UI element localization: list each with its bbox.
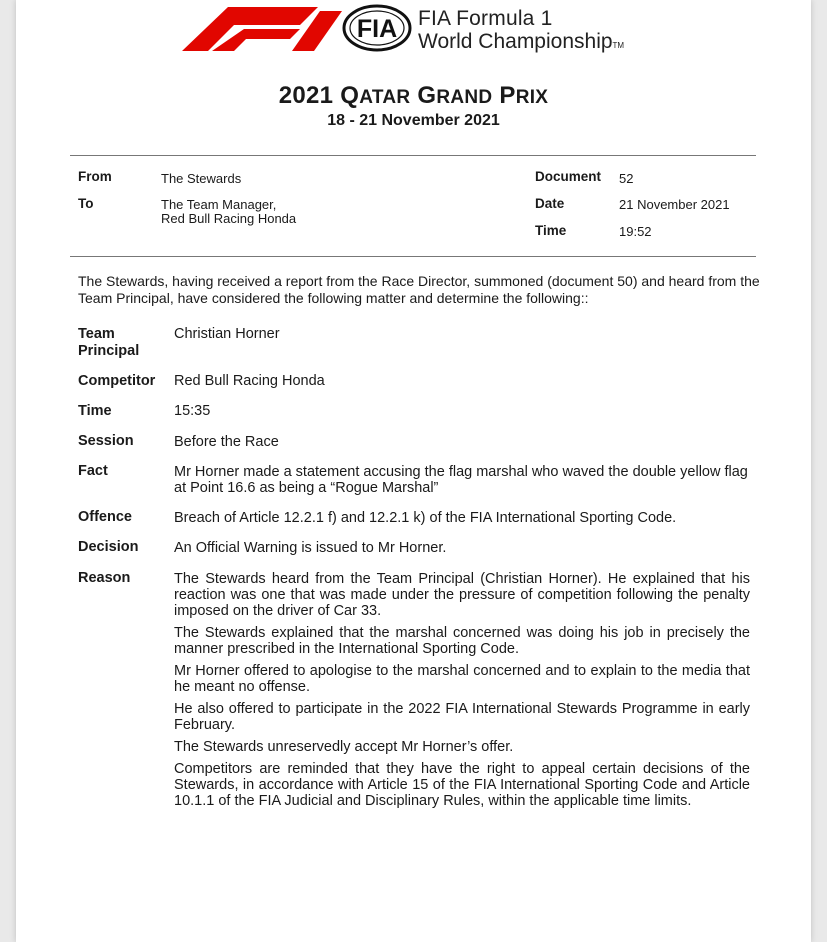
offence-label: Offence	[78, 509, 132, 525]
date-value: 21 November 2021	[619, 197, 730, 212]
decision-label: Decision	[78, 539, 139, 555]
time-row-label: Time	[78, 403, 112, 419]
event-title: 2021 QATAR GRAND PRIX	[278, 82, 549, 109]
intro-paragraph: The Stewards, having received a report from the Race Director, summoned (document 50) and heard from the Team Principal, have considered the following matter and determine the following::	[78, 273, 760, 306]
fia-seal-icon	[342, 4, 412, 52]
logo-line-2: World ChampionshipTM	[418, 30, 625, 53]
event-dates: 18 - 21 November 2021	[327, 112, 500, 129]
team-principal-value: Christian Horner	[174, 326, 280, 342]
reason-paragraph: The Stewards unreservedly accept Mr Horner’s offer.	[174, 739, 514, 755]
competitor-value: Red Bull Racing Honda	[174, 373, 325, 389]
reason-paragraph: Mr Horner offered to apologise to the marshal concerned and to explain to the media that he meant no offense.	[174, 663, 750, 695]
decision-value: An Official Warning is issued to Mr Horner.	[174, 540, 447, 556]
to-value-line-2: Red Bull Racing Honda	[161, 211, 297, 226]
header-top-rule	[70, 155, 756, 156]
to-label: To	[78, 196, 94, 211]
trademark: TM	[612, 41, 625, 50]
document-value: 52	[619, 171, 634, 186]
time-value: 19:52	[619, 224, 652, 239]
fia-f1-logo	[182, 4, 662, 56]
time-label: Time	[535, 223, 567, 238]
to-value-line-1: The Team Manager,	[161, 197, 277, 212]
reason-paragraph: He also offered to participate in the 2022 FIA International Stewards Programme in early February.	[174, 701, 750, 733]
offence-value: Breach of Article 12.2.1 f) and 12.2.1 k) of the FIA International Sporting Code.	[174, 510, 677, 526]
svg-text:FIA: FIA	[356, 15, 398, 43]
fact-label: Fact	[78, 463, 108, 479]
reason-paragraph: The Stewards explained that the marshal concerned was doing his job in precisely the manner prescribed in the International Sporting Code.	[174, 625, 750, 657]
reason-paragraph: Competitors are reminded that they have the right to appeal certain decisions of the Stewards, in accordance with Article 15 of the FIA International Sporting Code and Article 10.1.1 of the FIA Judicial and Disciplinary Rules, within the applicable time limits.	[174, 761, 750, 809]
f1-logo-icon	[182, 7, 342, 51]
date-label: Date	[535, 196, 565, 211]
logo-line-1: FIA Formula 1	[418, 7, 553, 30]
reason-label: Reason	[78, 570, 131, 586]
from-label: From	[78, 169, 112, 184]
session-label: Session	[78, 433, 134, 449]
reason-text	[174, 571, 750, 815]
competitor-label: Competitor	[78, 373, 156, 389]
team-principal-label: Team Principal	[78, 326, 140, 359]
time-row-value: 15:35	[174, 403, 211, 419]
fact-value: Mr Horner made a statement accusing the flag marshal who waved the double yellow flag at Point 16.6 as being a “Rogue Marshal”	[174, 464, 748, 496]
document-label: Document	[535, 169, 602, 184]
session-value: Before the Race	[174, 434, 279, 450]
reason-paragraph: The Stewards heard from the Team Principal (Christian Horner). He explained that his reaction was one that was made under the pressure of competition following the penalty imposed on the driver of Car 33.	[174, 571, 750, 619]
from-value: The Stewards	[161, 171, 242, 186]
header-bottom-rule	[70, 256, 756, 257]
